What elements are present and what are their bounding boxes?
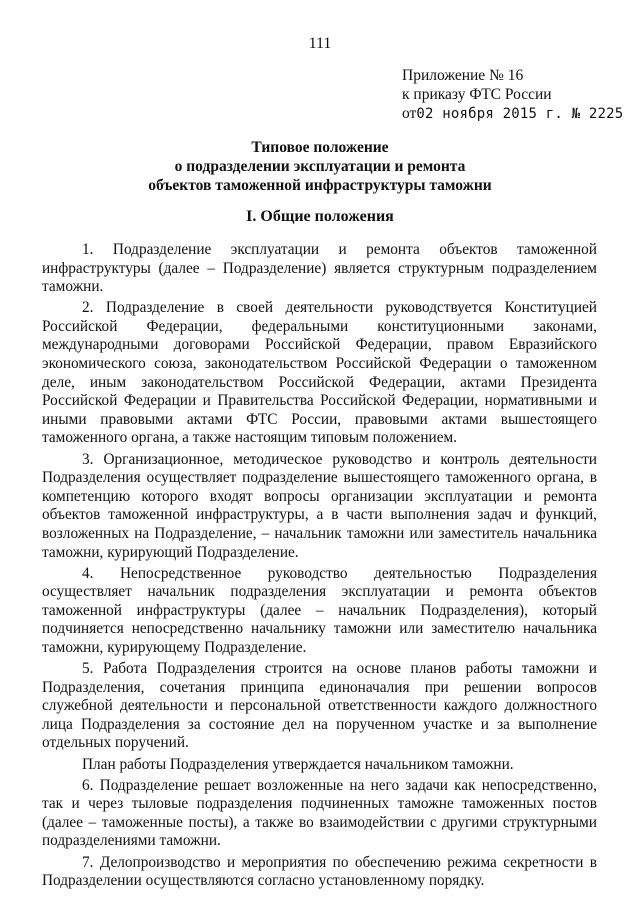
document-body xyxy=(42,241,597,893)
title-line-2: о подразделении эксплуатации и ремонта xyxy=(174,158,466,175)
appendix-date-line xyxy=(402,104,632,124)
paragraph-2: 2. Подразделение в своей деятельности руководствуется Конституцией Российской Федерации, федеральными конституционными законами, международными договорами Российской Федерации, правом Евразийского экономического союза, законодательством Российской Федерации о таможенном деле, иным законодательством Российской Федерации, актами Президента Российской Федерации и Правительства Российской Федерации, нормативными и иными правовыми актами ФТС России, правовыми актами вышестоящего таможенного органа, а также настоящим типовым положением. xyxy=(42,299,597,447)
paragraph-5-plan: План работы Подразделения утверждается начальником таможни. xyxy=(82,755,514,773)
paragraph-3: 3. Организационное, методическое руководство и контроль деятельности Подразделения осуществляет подразделение вышестоящего таможенного органа, в компетенцию которого входят вопросы организации эксплуатации и ремонта объектов таможенной инфраструктуры, а в части выполнения задач и функций, возложенных на Подразделение, – начальник таможни или заместитель начальника таможни, курирующий Подразделение. xyxy=(42,450,597,561)
appendix-date-prefix: от xyxy=(402,105,417,122)
paragraph-7: 7. Делопроизводство и мероприятия по обеспечению режима секретности в Подразделении осуществляются согласно установленному порядку. xyxy=(42,853,597,890)
appendix-label: Приложение № 16 xyxy=(402,67,524,84)
paragraph-1: 1. Подразделение эксплуатации и ремонта объектов таможенной инфраструктуры (далее – Подразделение) является структурным подразделением таможни. xyxy=(42,241,597,296)
appendix-order-reference: к приказу ФТС России xyxy=(402,86,552,103)
section-heading: I. Общие положения xyxy=(246,208,394,225)
paragraph-4: 4. Непосредственное руководство деятельностью Подразделения осуществляет начальник подразделения эксплуатации и ремонта объектов таможенной инфраструктуры (далее – начальник Подразделения), который подчиняется непосредственно начальнику таможни или заместителю начальника таможни, курирующему Подразделение. xyxy=(42,564,597,656)
title-line-1: Типовое положение xyxy=(251,139,389,156)
paragraph-5: 5. Работа Подразделения строится на основе планов работы таможни и Подразделения, сочетания принципа единоначалия при решении вопросов служебной деятельности и персональной ответственности каждого должностного лица Подразделения за состояние дел на порученном участке и за выполнение отдельных поручений. xyxy=(42,660,597,752)
document-title xyxy=(0,138,640,195)
paragraph-6: 6. Подразделение решает возложенные на него задачи как непосредственно, так и через тыловые подразделения подчиненных таможне таможенных постов (далее – таможенные посты), а также во взаимодействии с другими структурными подразделениями таможни. xyxy=(42,776,597,850)
title-line-3: объектов таможенной инфраструктуры таможни xyxy=(148,177,492,194)
appendix-block xyxy=(402,66,632,124)
appendix-date-stamp: 02 ноября 2015 г. № 2225 xyxy=(416,106,624,122)
page-number: 111 xyxy=(308,35,332,52)
